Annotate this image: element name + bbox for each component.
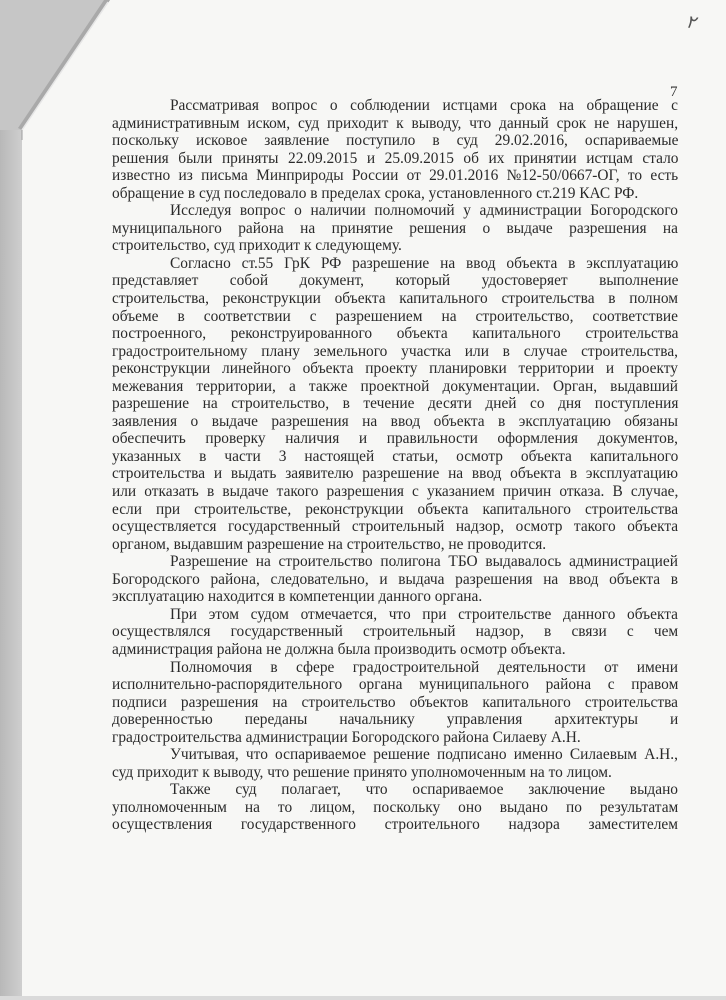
paragraph [112,255,678,553]
text-line: суд приходит к выводу, что решение принято уполномоченным на то лицом. [112,763,612,781]
text-line: решения были приняты 22.09.2015 и 25.09.2015 об их принятии истцам стало [112,149,679,167]
text-line: Богородского района, следовательно, и выдача разрешения на ввод объекта в [112,570,678,588]
folded-corner [0,0,110,140]
text-line: построенного, реконструированного объекта капитального строительства [112,325,679,343]
text-line: строительства и выдать заявителю разрешение на ввод объекта в эксплуатацию [112,465,678,483]
text-line: градостроительному плану земельного участка или в случае строительства, [112,342,678,360]
text-line: межевания территории, а также проектной документации. Орган, выдавший [112,377,679,395]
text-line: Рассматривая вопрос о соблюдении истцами срока на обращение с [170,97,678,114]
text-line: административным иском, суд приходит к выводу, что данный срок не нарушен, [112,114,679,132]
text-line: известно из письма Минприроды России от 29.01.2016 №12-50/0667-ОГ, то есть [112,167,679,185]
text-line: осуществления государственного строительного надзора заместителем [112,816,678,834]
paragraph [112,97,678,202]
scan-left-margin-strip [0,0,22,1000]
text-line: эксплуатацию находится в компетенции данного органа. [112,588,483,606]
text-line: градостроительства администрации Богородского района Силаеву А.Н. [112,728,581,746]
text-line: поскольку исковое заявление поступило в суд 29.02.2016, оспариваемые [112,132,679,150]
text-line: исполнительно-распорядительного органа муниципального района с правом [112,676,679,694]
text-line: заявления о выдаче разрешения на ввод объекта в эксплуатацию обязаны [112,412,678,430]
paragraph [112,553,678,606]
text-line: осуществлялся государственный строительный надзор, в связи с чем [112,623,679,641]
text-line: Учитывая, что оспариваемое решение подписано именно Силаевым А.Н., [170,746,678,764]
text-line: обращение в суд последовало в пределах срока, установленного ст.219 КАС РФ. [112,184,639,202]
text-line: разрешение на строительство, в течение десяти дней со дня поступления [112,395,679,413]
text-line: Разрешение на строительство полигона ТБО выдавалось администрацией [170,553,678,571]
handwritten-page-mark: ٢ [684,11,698,34]
paragraph [112,781,678,834]
paragraph [112,659,678,747]
text-line: доверенностью переданы начальнику управления архитектуры и [112,711,679,729]
text-line: строительства, реконструкции объекта капитального строительства в полном [112,290,678,308]
text-line: Полномочия в сфере градостроительной деятельности от имени [170,658,678,676]
paragraph [112,606,678,659]
text-line: представляет собой документ, который удостоверяет выполнение [112,272,679,290]
text-line: указанных в части 3 настоящей статьи, осмотр объекта капитального [112,447,679,465]
text-line: если при строительстве, реконструкции объекта капитального строительства [112,500,679,518]
text-line: При этом судом отмечается, что при строительстве данного объекта [170,605,678,623]
paragraph [112,202,678,255]
text-line: Исследуя вопрос о наличии полномочий у администрации Богородского [170,202,678,220]
text-line: подписи разрешения на строительство объектов капитального строительства [112,693,678,711]
text-line: органом, выдавшим разрешение на строительство, не проводится. [112,535,547,553]
text-line: или отказать в выдаче такого разрешения с указанием причин отказа. В случае, [112,483,679,501]
paragraph [112,746,678,781]
text-line: обеспечить проверку наличия и правильности оформления документов, [112,430,678,448]
text-line: осуществляется государственный строительный надзор, осмотр такого объекта [112,518,679,536]
text-line: реконструкции линейного объекта проекту планировки территории и проекту [112,360,678,378]
page-number: 7 [670,84,678,100]
text-line: Также суд полагает, что оспариваемое заключение выдано [170,781,678,799]
text-line: администрация района не должна была производить осмотр объекта. [112,640,566,658]
text-line: Согласно ст.55 ГрК РФ разрешение на ввод объекта в эксплуатацию [170,254,679,272]
text-line: объеме в соответствии с разрешением на строительство, соответствие [112,307,678,325]
text-line: строительство, суд приходит к следующему. [112,237,402,255]
text-line: уполномоченным на то лицом, поскольку оно выдано по результатам [112,798,679,816]
scan-bottom-edge [0,996,726,1000]
document-body [112,97,678,834]
text-line: муниципального района на принятие решения о выдаче разрешения на [112,219,678,237]
